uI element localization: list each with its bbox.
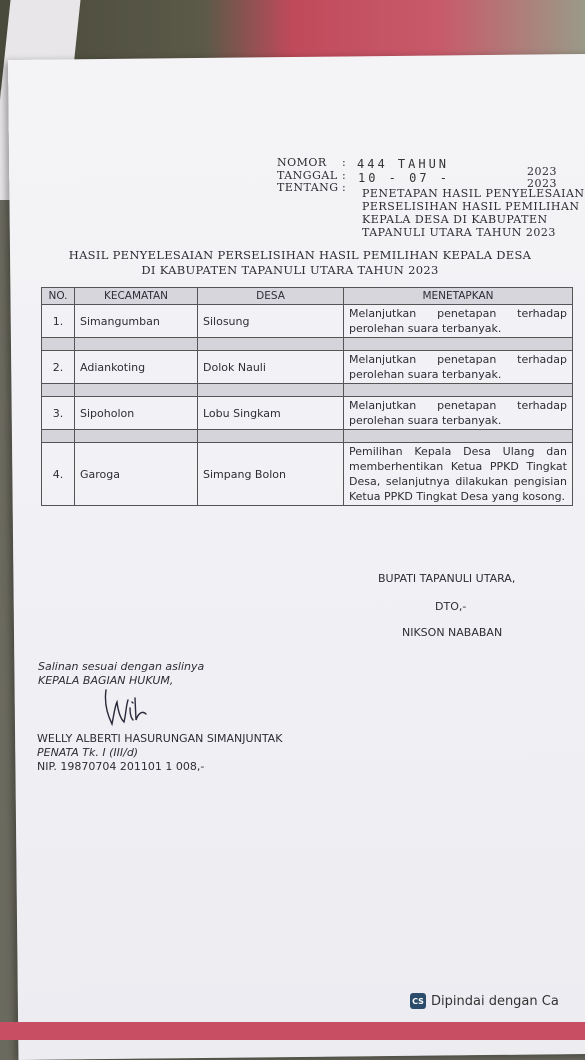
table-separator-row — [42, 384, 573, 397]
table-row — [42, 305, 573, 338]
nomor-label: NOMOR — [277, 156, 327, 169]
table-separator-row — [42, 430, 573, 443]
decision-table — [41, 287, 573, 506]
tanggal-label: TANGGAL — [277, 169, 338, 182]
attestation-officer-nip: NIP. 19870704 201101 1 008,- — [37, 760, 205, 773]
document-title-line-1: HASIL PENYELESAIAN PERSELISIHAN HASIL PEMILIHAN KEPALA DESA — [68, 248, 532, 262]
copy-attestation-office: KEPALA BAGIAN HUKUM, — [38, 674, 174, 687]
header-no: NO. — [42, 288, 75, 305]
cell-no: 1. — [42, 305, 75, 338]
tentang-line-3: KEPALA DESA DI KABUPATEN — [362, 213, 548, 226]
cell-no: 3. — [42, 397, 75, 430]
tentang-line-2: PERSELISIHAN HASIL PEMILIHAN — [362, 200, 580, 213]
table-separator-row — [42, 338, 573, 351]
table-row — [42, 351, 573, 384]
cell-kecamatan: Adiankoting — [75, 351, 198, 384]
cell-desa: Lobu Singkam — [198, 397, 344, 430]
cell-desa: Silosung — [198, 305, 344, 338]
cell-menetapkan: Melanjutkan penetapan terhadap perolehan suara terbanyak. — [344, 397, 573, 430]
signatory-name: NIKSON NABABAN — [402, 626, 503, 639]
tentang-colon: : — [342, 181, 347, 194]
tentang-line-1: PENETAPAN HASIL PENYELESAIAN — [362, 187, 585, 200]
handwritten-signature — [100, 684, 150, 732]
header-desa: DESA — [198, 288, 344, 305]
table-header-row — [42, 288, 573, 305]
background-bottom-strip — [0, 1022, 585, 1040]
header-kecamatan: KECAMATAN — [75, 288, 198, 305]
document-title-line-2: DI KABUPATEN TAPANULI UTARA TAHUN 2023 — [141, 263, 439, 277]
tanggal-value: 10 - 07 - — [358, 171, 451, 185]
tanggal-year: 2023 — [527, 177, 557, 190]
cell-kecamatan: Sipoholon — [75, 397, 198, 430]
header-menetapkan: MENETAPKAN — [344, 288, 573, 305]
attestation-officer-rank: PENATA Tk. I (III/d) — [37, 746, 139, 759]
cell-desa: Simpang Bolon — [198, 443, 344, 506]
cell-menetapkan: Melanjutkan penetapan terhadap perolehan suara terbanyak. — [344, 305, 573, 338]
signatory-dto: DTO,- — [435, 600, 467, 613]
signatory-office: BUPATI TAPANULI UTARA, — [378, 572, 516, 585]
table-row — [42, 397, 573, 430]
scanner-watermark-text: Dipindai dengan Ca — [431, 993, 559, 1009]
tanggal-colon: : — [342, 169, 347, 182]
nomor-colon: : — [342, 156, 347, 169]
cell-menetapkan: Melanjutkan penetapan terhadap perolehan suara terbanyak. — [344, 351, 573, 384]
scanner-watermark — [410, 993, 559, 1009]
cell-kecamatan: Garoga — [75, 443, 198, 506]
tentang-label: TENTANG — [277, 181, 339, 194]
attestation-officer-name: WELLY ALBERTI HASURUNGAN SIMANJUNTAK — [37, 732, 283, 745]
nomor-value: 444 TAHUN — [357, 157, 450, 171]
copy-attestation-line: Salinan sesuai dengan aslinya — [38, 660, 205, 673]
cell-no: 4. — [42, 443, 75, 506]
cell-kecamatan: Simangumban — [75, 305, 198, 338]
tentang-line-4: TAPANULI UTARA TAHUN 2023 — [362, 226, 556, 239]
nomor-year: 2023 — [527, 165, 557, 178]
cell-desa: Dolok Nauli — [198, 351, 344, 384]
cell-no: 2. — [42, 351, 75, 384]
camscanner-icon: CS — [410, 993, 426, 1009]
table-row — [42, 443, 573, 506]
cell-menetapkan: Pemilihan Kepala Desa Ulang dan memberhentikan Ketua PPKD Tingkat Desa, selanjutnya dilakukan pengisian Ketua PPKD Tingkat Desa yang kosong. — [344, 443, 573, 506]
